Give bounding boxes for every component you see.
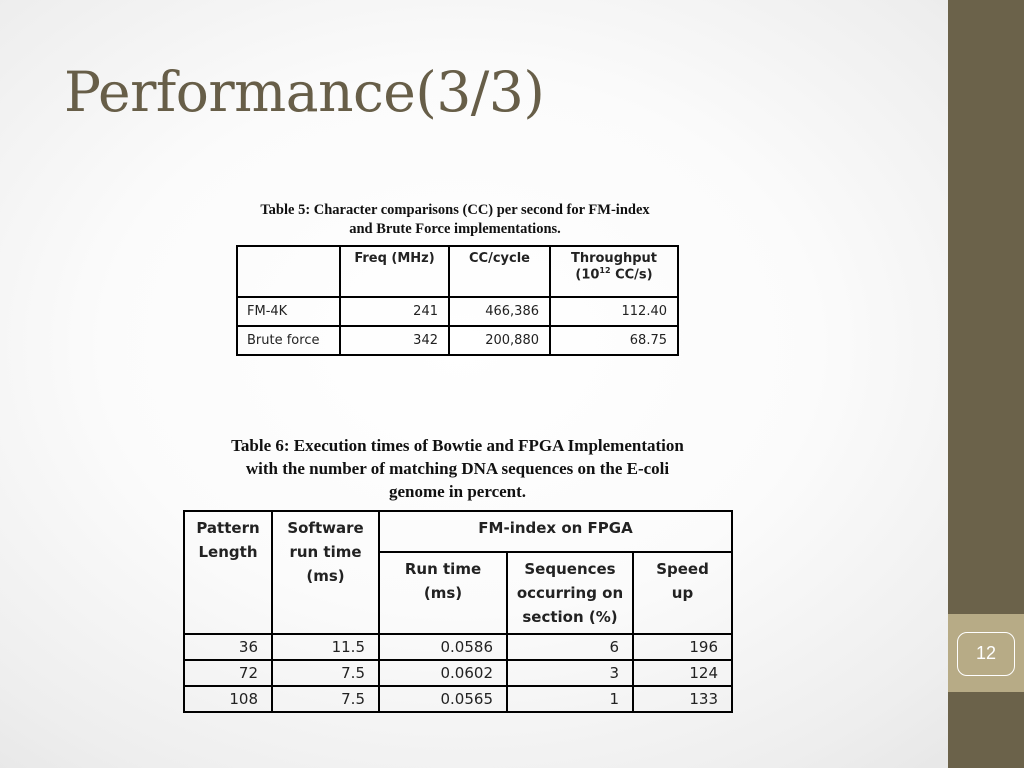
table6-software-cell: 7.5 (272, 686, 379, 712)
table-row (237, 326, 678, 355)
table5-caption-line2: and Brute Force implementations. (349, 221, 561, 237)
throughput-unit-exponent: 12 (599, 266, 611, 275)
throughput-unit-suffix: CC/s) (610, 267, 653, 283)
software-header-line: Software (287, 519, 364, 537)
table-row (237, 297, 678, 326)
table5-caption-line1: Table 5: Character comparisons (CC) per second for FM-index (260, 202, 650, 218)
table6-caption (180, 434, 735, 503)
table6-runtime-cell: 0.0602 (379, 660, 507, 686)
pattern-header-line: Pattern (196, 519, 260, 537)
table5-freq-cell: 241 (340, 297, 449, 326)
table6-sequences-cell: 3 (507, 660, 633, 686)
table5-header-blank (237, 246, 340, 297)
table6-sequences-cell: 6 (507, 634, 633, 660)
sequences-header-line: section (%) (522, 608, 618, 626)
table6-speedup-cell: 196 (633, 634, 732, 660)
table5-throughput-cell: 68.75 (550, 326, 678, 355)
table5-caption (220, 201, 690, 239)
software-header-line: (ms) (306, 567, 345, 585)
throughput-label: Throughput (570, 251, 658, 266)
table5-cc-cycle-cell: 200,880 (449, 326, 550, 355)
table6-runtime-cell: 0.0565 (379, 686, 507, 712)
table6-header-software-runtime (272, 511, 379, 634)
table5-header-freq: Freq (MHz) (340, 246, 449, 297)
table5-row-label: Brute force (237, 326, 340, 355)
table6-speedup-cell: 124 (633, 660, 732, 686)
table6-pattern-cell: 72 (184, 660, 272, 686)
table6-caption-line3: genome in percent. (388, 482, 527, 501)
sequences-header-line: occurring on (516, 584, 624, 602)
table6-header-runtime (379, 552, 507, 634)
speedup-header-line: Speed (656, 560, 709, 578)
sequences-header-line: Sequences (524, 560, 616, 578)
table6-software-cell: 11.5 (272, 634, 379, 660)
table6 (183, 510, 733, 713)
table5-cc-cycle-cell: 466,386 (449, 297, 550, 326)
slide-title: Performance(3/3) (64, 60, 545, 124)
table6-pattern-cell: 108 (184, 686, 272, 712)
table5 (236, 245, 679, 356)
table5-freq-cell: 342 (340, 326, 449, 355)
table6-header-fm-index-group: FM-index on FPGA (379, 511, 732, 552)
table6-header-speedup (633, 552, 732, 634)
table6-runtime-cell: 0.0586 (379, 634, 507, 660)
table-row (184, 686, 732, 712)
table6-caption-line2: with the number of matching DNA sequences on the E-coli (245, 459, 670, 478)
table5-throughput-cell: 112.40 (550, 297, 678, 326)
runtime-header-line: (ms) (423, 584, 463, 602)
table6-speedup-cell: 133 (633, 686, 732, 712)
runtime-header-line: Run time (404, 560, 482, 578)
table6-header-sequences (507, 552, 633, 634)
pattern-header-line: Length (198, 543, 258, 561)
table6-header-pattern-length (184, 511, 272, 634)
table5-header-cc-cycle: CC/cycle (449, 246, 550, 297)
speedup-header-line: up (671, 584, 694, 602)
table6-caption-line1: Table 6: Execution times of Bowtie and FPGA Implementation (231, 436, 684, 455)
table5-row-label: FM-4K (237, 297, 340, 326)
page-number: 12 (957, 632, 1015, 676)
table6-header-row (184, 511, 732, 552)
table5-header-row (237, 246, 678, 297)
table-row (184, 660, 732, 686)
software-header-line: run time (289, 543, 362, 561)
table6-pattern-cell: 36 (184, 634, 272, 660)
table5-header-throughput (550, 246, 678, 297)
table6-sequences-cell: 1 (507, 686, 633, 712)
throughput-unit-prefix: (10 (575, 267, 600, 283)
table6-software-cell: 7.5 (272, 660, 379, 686)
table-row (184, 634, 732, 660)
